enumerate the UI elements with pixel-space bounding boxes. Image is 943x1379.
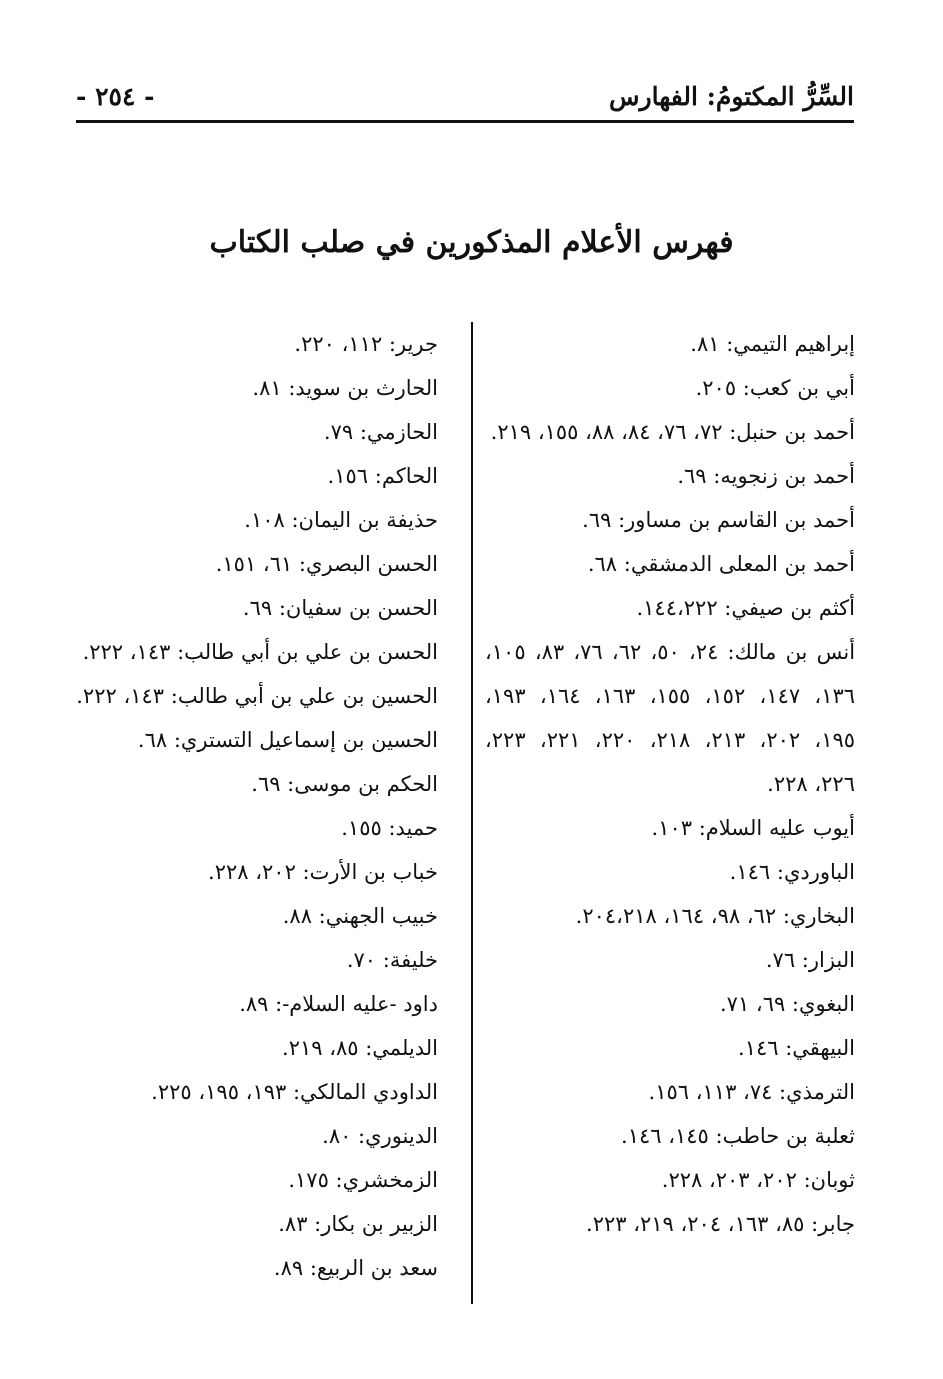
page-header (76, 80, 854, 123)
page-number: - ٢٥٤ - (76, 82, 155, 111)
index-entry: أحمد بن المعلى الدمشقي: ٦٨. (587, 552, 855, 576)
index-entry: البزار: ٧٦. (765, 948, 855, 972)
index-entry: الدينوري: ٨٠. (322, 1124, 438, 1148)
index-entry: سعد بن الربيع: ٨٩. (273, 1256, 438, 1280)
index-entry: أكثم بن صيفي: ١٤٤،٢٢٢. (636, 596, 855, 620)
index-entry: الديلمي: ٨٥، ٢١٩. (282, 1036, 438, 1060)
index-entry: خبيب الجهني: ٨٨. (282, 904, 438, 928)
index-entry: الحسين بن إسماعيل التستري: ٦٨. (137, 728, 438, 752)
index-column-right (485, 322, 855, 1246)
index-entry: الترمذي: ٧٤، ١١٣، ١٥٦. (648, 1080, 855, 1104)
index-entry: داود -عليه السلام-: ٨٩. (239, 992, 438, 1016)
index-entry: جرير: ١١٢، ٢٢٠. (294, 332, 438, 356)
index-entry: الحارث بن سويد: ٨١. (252, 376, 438, 400)
index-entry: الزبير بن بكار: ٨٣. (278, 1212, 438, 1236)
index-entry: الحسن البصري: ٦١، ١٥١. (215, 552, 438, 576)
index-entry: حميد: ١٥٥. (341, 816, 438, 840)
index-entry: الباوردي: ١٤٦. (729, 860, 855, 884)
index-entry: أنس بن مالك: ٢٤، ٥٠، ٦٢، ٧٦، ٨٣، ١٠٥، ١٣٦، ١٤٧، ١٥٢، ١٥٥، ١٦٣، ١٦٤، ١٩٣، ١٩٥، ٢٠٢، ٢١٣، ٢١٨، ٢٢٠، ٢٢١، ٢٢٣، ٢٢٦، ٢٢٨. (485, 640, 856, 796)
index-entry: ثوبان: ٢٠٢، ٢٠٣، ٢٢٨. (661, 1168, 855, 1192)
index-entry: أحمد بن حنبل: ٧٢، ٧٦، ٨٤، ٨٨، ١٥٥، ٢١٩. (490, 420, 855, 444)
index-entry: البيهقي: ١٤٦. (738, 1036, 855, 1060)
index-column-left (8, 322, 438, 1290)
index-entry: الحاكم: ١٥٦. (327, 464, 438, 488)
index-entry: الحكم بن موسى: ٦٩. (251, 772, 438, 796)
index-entry: أحمد بن القاسم بن مساور: ٦٩. (582, 508, 855, 532)
index-entry: أحمد بن زنجويه: ٦٩. (677, 464, 855, 488)
index-entry: ثعلبة بن حاطب: ١٤٥، ١٤٦. (621, 1124, 855, 1148)
index-entry: الحازمي: ٧٩. (323, 420, 438, 444)
index-entry: خليفة: ٧٠. (346, 948, 438, 972)
index-entry: إبراهيم التيمي: ٨١. (690, 332, 855, 356)
index-entry: البغوي: ٦٩، ٧١. (719, 992, 855, 1016)
index-title: فهرس الأعلام المذكورين في صلب الكتاب (209, 225, 734, 260)
index-entry: البخاري: ٦٢، ٩٨، ١٦٤، ٢٠٤،٢١٨. (575, 904, 855, 928)
running-head-title: السِّرُّ المكتومُ: الفهارس (609, 82, 854, 111)
index-entry: أبي بن كعب: ٢٠٥. (695, 376, 855, 400)
index-entry: الحسن بن سفيان: ٦٩. (242, 596, 438, 620)
index-entry: أيوب عليه السلام: ١٠٣. (651, 816, 855, 840)
index-entry: الحسين بن علي بن أبي طالب: ١٤٣، ٢٢٢. (76, 684, 438, 708)
index-entry: جابر: ٨٥، ١٦٣، ٢٠٤، ٢١٩، ٢٢٣. (586, 1212, 855, 1236)
index-entry: الداودي المالكي: ١٩٣، ١٩٥، ٢٢٥. (151, 1080, 438, 1104)
index-entry: الحسن بن علي بن أبي طالب: ١٤٣، ٢٢٢. (82, 640, 438, 664)
column-divider (471, 322, 473, 1304)
index-entry: الزمخشري: ١٧٥. (288, 1168, 438, 1192)
index-entry: خباب بن الأرت: ٢٠٢، ٢٢٨. (208, 860, 438, 884)
index-entry: حذيفة بن اليمان: ١٠٨. (244, 508, 438, 532)
